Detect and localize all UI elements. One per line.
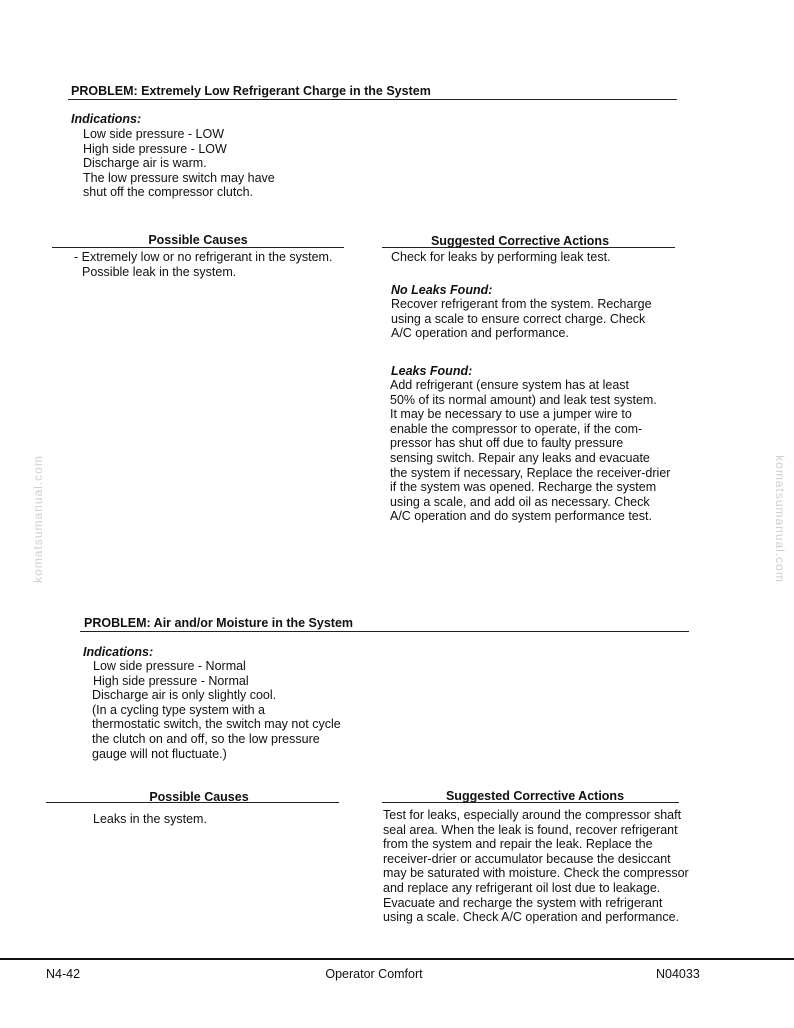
cause-line: - Extremely low or no refrigerant in the system. — [74, 250, 333, 264]
indication-line: shut off the compressor clutch. — [83, 185, 253, 200]
problem1-no-leaks-text — [391, 297, 652, 341]
indication-line: gauge will not fluctuate.) — [92, 746, 227, 761]
action-line: and replace any refrigerant oil lost due to leakage. — [383, 880, 661, 895]
leaks-line: It may be necessary to use a jumper wire to — [390, 407, 632, 422]
action-line: may be saturated with moisture. Check the compressor — [383, 866, 689, 881]
indication-line: (In a cycling type system with a — [92, 702, 265, 717]
problem1-actions-rule — [382, 247, 675, 248]
footer-section-title: Operator Comfort — [325, 967, 423, 981]
no-leaks-line: Recover refrigerant from the system. Recharge — [391, 297, 652, 311]
problem1-indications-label: Indications: — [71, 112, 142, 126]
indication-line: Low side pressure - Normal — [93, 659, 246, 673]
problem1-actions-header: Suggested Corrective Actions — [430, 234, 610, 248]
problem2-causes-header: Possible Causes — [149, 790, 249, 804]
indication-line: Discharge air is only slightly cool. — [92, 688, 277, 703]
problem2-causes-rule — [46, 802, 339, 803]
leaks-line: if the system was opened. Recharge the system — [390, 480, 657, 495]
cause-line: Leaks in the system. — [93, 812, 207, 826]
problem1-actions-intro: Check for leaks by performing leak test. — [391, 250, 611, 264]
indication-line: Discharge air is warm. — [83, 156, 207, 171]
problem1-causes-list — [74, 250, 332, 279]
leaks-line: Add refrigerant (ensure system has at least — [390, 378, 630, 392]
action-line: Evacuate and recharge the system with refrigerant — [383, 895, 663, 910]
problem1-indications-list — [83, 127, 275, 200]
problem2-causes-list — [93, 812, 207, 827]
leaks-line: the system if necessary, Replace the receiver-drier — [390, 465, 671, 480]
problem2-title-rule — [80, 631, 689, 632]
indication-line: The low pressure switch may have — [83, 170, 275, 185]
indication-line: High side pressure - LOW — [83, 141, 227, 156]
indication-line: Low side pressure - LOW — [83, 127, 225, 141]
problem2-actions-text — [383, 808, 689, 925]
leaks-line: sensing switch. Repair any leaks and evacuate — [390, 450, 650, 465]
problem2-indications-label: Indications: — [83, 645, 154, 659]
watermark-right: komatsumanual.com — [772, 455, 787, 583]
action-line: receiver-drier or accumulator because the desiccant — [383, 851, 671, 866]
leaks-line: enable the compressor to operate, if the com- — [390, 421, 643, 436]
no-leaks-line: A/C operation and performance. — [391, 326, 569, 341]
problem1-title-rule — [68, 99, 677, 100]
action-line: Test for leaks, especially around the compressor shaft — [383, 808, 682, 822]
footer-page-number: N4-42 — [46, 967, 81, 981]
problem1-title: PROBLEM: Extremely Low Refrigerant Charge in the System — [71, 84, 431, 98]
problem2-actions-header: Suggested Corrective Actions — [445, 789, 625, 803]
problem1-causes-rule — [52, 247, 344, 248]
problem2-title: PROBLEM: Air and/or Moisture in the System — [84, 616, 354, 630]
footer-doc-id: N04033 — [656, 967, 700, 981]
problem1-causes-header: Possible Causes — [148, 233, 248, 247]
no-leaks-line: using a scale to ensure correct charge. Check — [391, 311, 646, 326]
leaks-line: pressor has shut off due to faulty pressure — [390, 436, 624, 451]
action-line: from the system and repair the leak. Replace the — [383, 837, 653, 852]
cause-line: Possible leak in the system. — [82, 264, 237, 279]
problem1-leaks-label: Leaks Found: — [391, 364, 473, 378]
leaks-line: A/C operation and do system performance test. — [390, 509, 652, 524]
leaks-line: using a scale, and add oil as necessary. Check — [390, 494, 650, 509]
footer-rule — [0, 958, 794, 960]
action-line: seal area. When the leak is found, recover refrigerant — [383, 822, 678, 837]
indication-line: High side pressure - Normal — [93, 673, 249, 688]
indication-line: thermostatic switch, the switch may not cycle — [92, 717, 341, 732]
leaks-line: 50% of its normal amount) and leak test system. — [390, 392, 657, 407]
problem1-leaks-text — [390, 378, 670, 524]
problem2-actions-rule — [382, 802, 679, 803]
watermark-left: komatsumanual.com — [30, 455, 45, 583]
action-line: using a scale. Check A/C operation and performance. — [383, 910, 680, 925]
problem2-indications-list — [92, 659, 341, 761]
indication-line: the clutch on and off, so the low pressure — [92, 731, 320, 746]
problem1-no-leaks-label: No Leaks Found: — [391, 283, 493, 297]
